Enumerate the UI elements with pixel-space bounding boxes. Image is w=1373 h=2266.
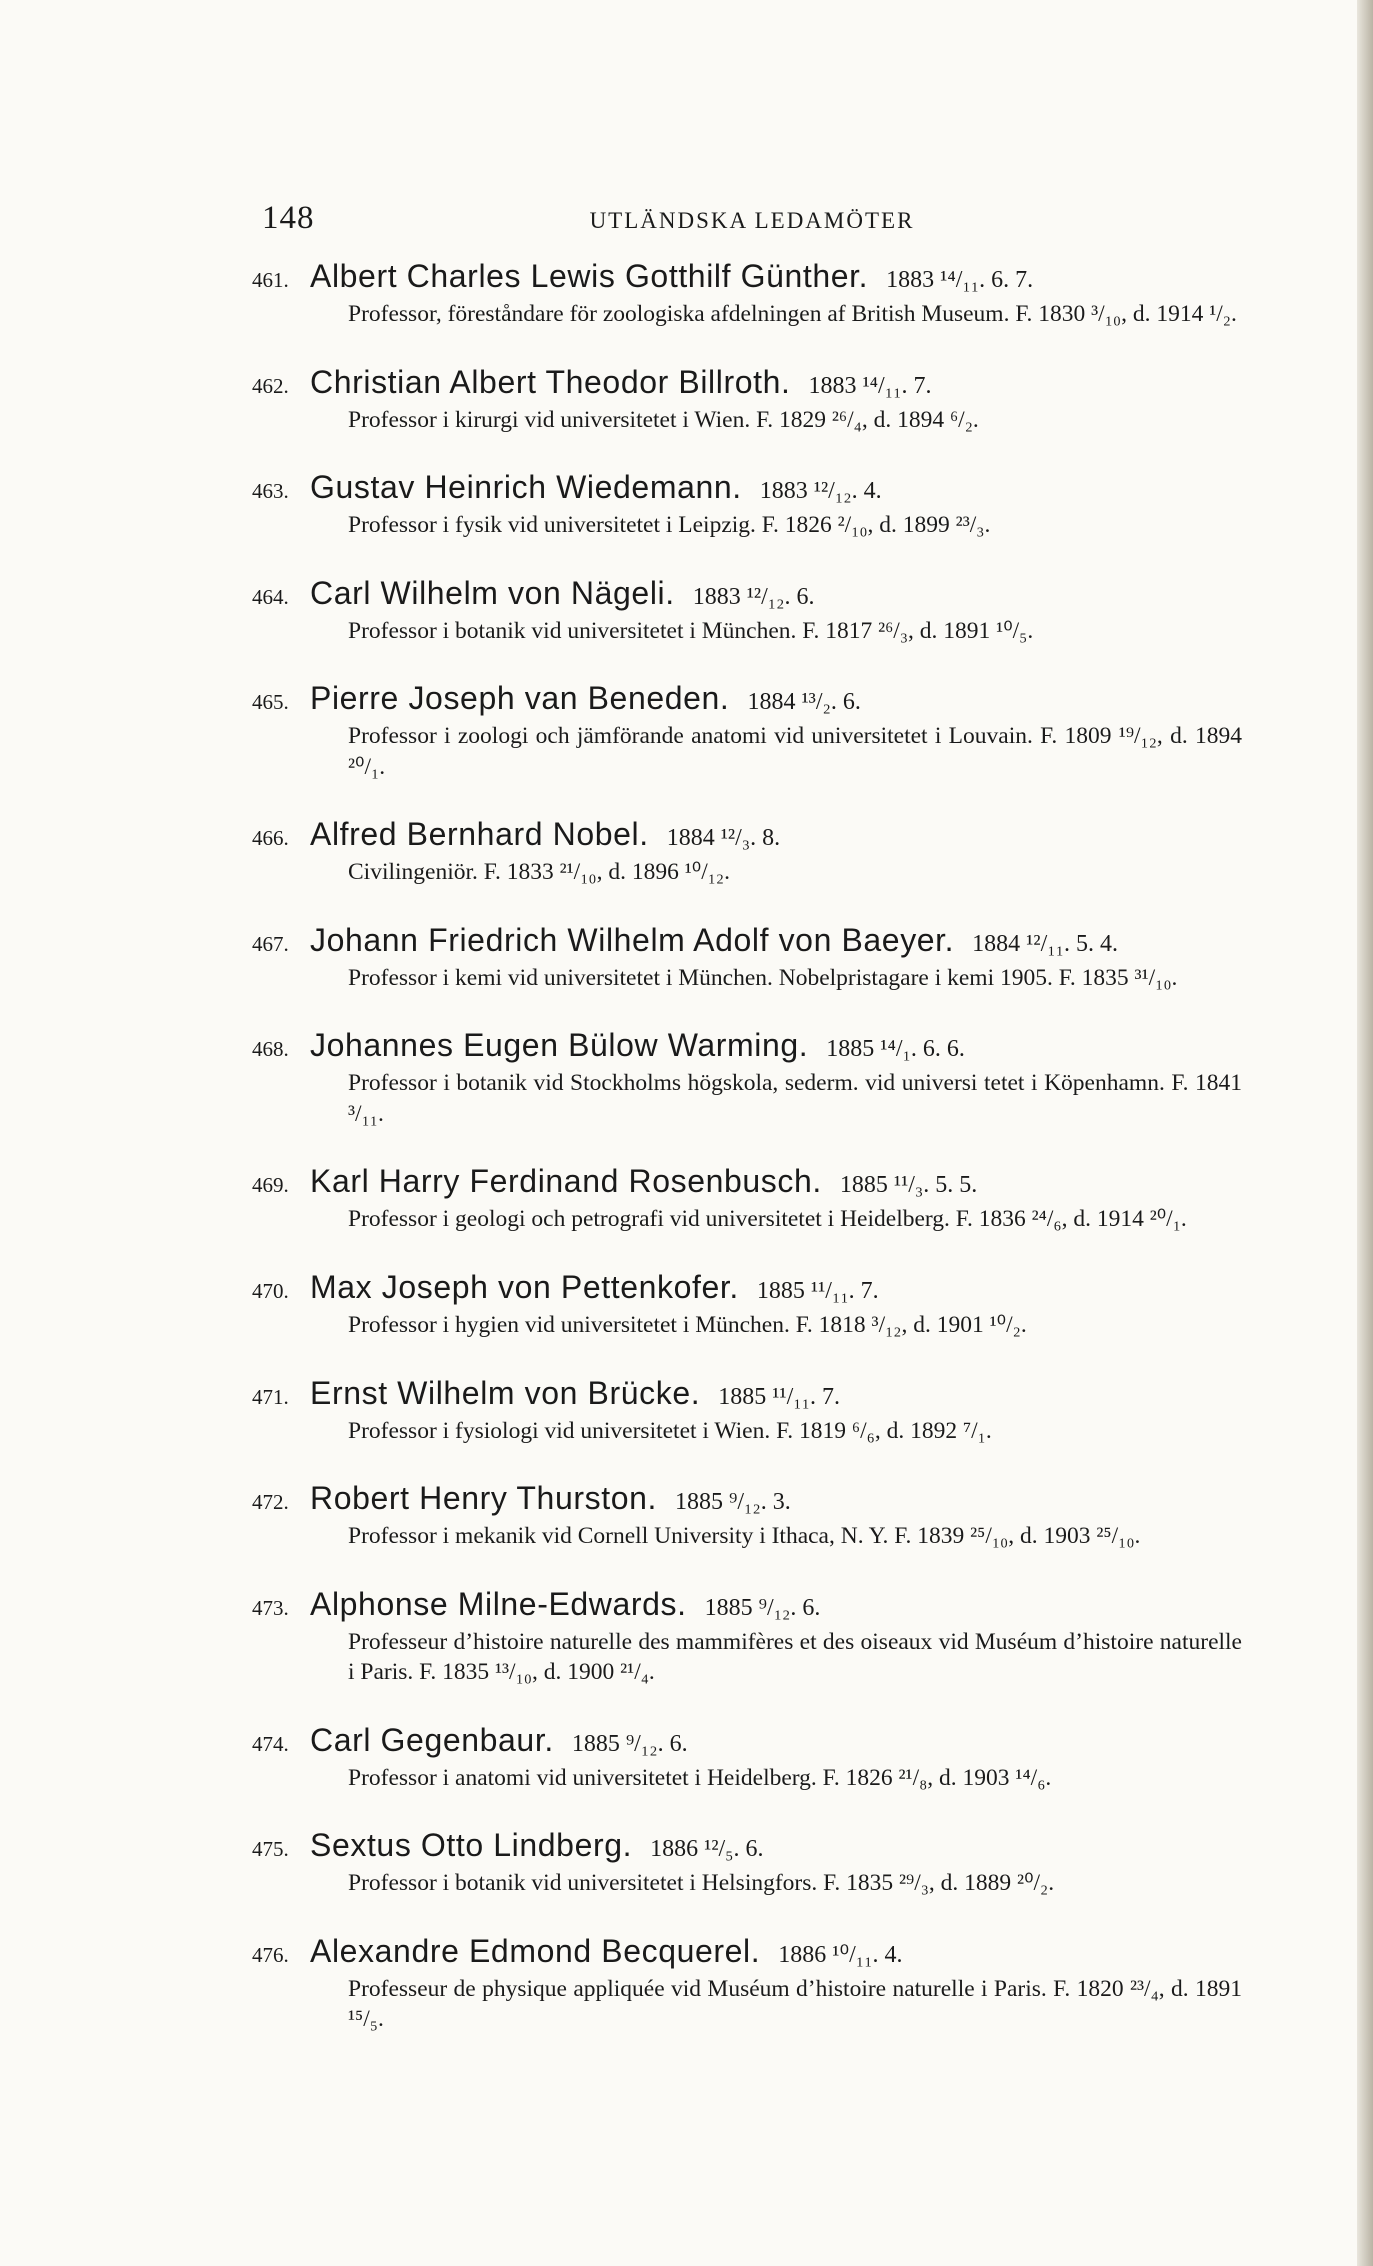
list-item xyxy=(252,1269,1242,1341)
entry-number: 463. xyxy=(252,479,289,504)
member-description: Professor i hygien vid universitetet i München. F. 1818 ³/₁₂, d. 1901 ¹⁰/₂. xyxy=(348,1312,1027,1339)
member-description: Professor i zoologi och jämförande anatomi vid universitetet i Louvain. F. 1809 ¹⁹/₁₂, d. 1894 ²⁰/₁. xyxy=(348,723,1242,780)
entry-number: 461. xyxy=(252,268,289,292)
election-info: 1883 ¹⁴/₁₁. 6. 7. xyxy=(886,267,1034,293)
member-name: Johann Friedrich Wilhelm Adolf von Baeyer. xyxy=(310,921,955,958)
list-item xyxy=(252,680,1242,782)
entry-number: 474. xyxy=(252,1731,289,1756)
list-item xyxy=(252,1027,1242,1129)
entry-number: 475. xyxy=(252,1837,289,1862)
entry-number: 466. xyxy=(252,826,289,851)
entry-number: 471. xyxy=(252,1384,289,1409)
member-description: Professor i botanik vid universitetet i Helsingfors. F. 1835 ²⁹/₃, d. 1889 ²⁰/₂. xyxy=(348,1870,1055,1897)
page-spine-shadow xyxy=(1357,0,1373,2266)
list-item xyxy=(252,1480,1242,1552)
member-description: Professor i anatomi vid universitetet i Heidelberg. F. 1826 ²¹/₈, d. 1903 ¹⁴/₆. xyxy=(348,1764,1052,1791)
member-name: Carl Gegenbaur. xyxy=(310,1721,554,1758)
member-name: Gustav Heinrich Wiedemann. xyxy=(310,469,742,506)
list-item xyxy=(252,574,1242,647)
member-description: Professor i botanik vid Stockholms högskola, sederm. vid universi tetet i Köpenhamn. F. 1841 ³/₁₁. xyxy=(348,1070,1242,1127)
list-item xyxy=(252,363,1242,436)
member-description: Professor, föreståndare för zoologiska afdelningen af British Museum. F. 1830 ³/₁₀, d. 1914 ¹/₂. xyxy=(348,301,1237,327)
entry-number: 462. xyxy=(252,373,289,398)
list-item xyxy=(252,1827,1242,1899)
list-item xyxy=(252,921,1242,994)
member-name: Ernst Wilhelm von Brücke. xyxy=(310,1374,701,1411)
member-description: Professor i kirurgi vid universitetet i Wien. F. 1829 ²⁶/₄, d. 1894 ⁶/₂. xyxy=(348,406,979,433)
election-info: 1883 ¹²/₁₂. 6. xyxy=(692,583,815,610)
member-description: Professor i kemi vid universitetet i München. Nobelpristagare i kemi 1905. F. 1835 ³¹/₁₀. xyxy=(348,964,1178,991)
list-item xyxy=(252,1374,1242,1447)
entry-number: 473. xyxy=(252,1595,289,1620)
member-description: Professeur d’histoire naturelle des mammifères et des oiseaux vid Muséum d’histoire naturelle i Paris. F. 1835 ¹³/₁₀, d. 1900 ²¹/₄. xyxy=(348,1628,1242,1686)
member-description: Professor i mekanik vid Cornell University i Ithaca, N. Y. F. 1839 ²⁵/₁₀, d. 1903 ²⁵/₁₀. xyxy=(348,1523,1141,1550)
member-name: Max Joseph von Pettenkofer. xyxy=(310,1269,739,1306)
member-description: Professor i geologi och petrografi vid universitetet i Heidelberg. F. 1836 ²⁴/₆, d. 1914 ²⁰/₁. xyxy=(348,1206,1187,1233)
election-info: 1884 ¹²/₃. 8. xyxy=(666,825,781,852)
list-item xyxy=(252,816,1242,888)
member-name: Albert Charles Lewis Gotthilf Günther. xyxy=(310,258,869,294)
member-name: Robert Henry Thurston. xyxy=(310,1480,657,1517)
entry-list xyxy=(252,258,1242,2069)
member-name: Johannes Eugen Bülow Warming. xyxy=(310,1027,809,1064)
election-info: 1886 ¹²/₅. 6. xyxy=(650,1836,764,1863)
election-info: 1883 ¹⁴/₁₁. 7. xyxy=(808,372,932,399)
member-description: Civilingeniör. F. 1833 ²¹/₁₀, d. 1896 ¹⁰/₁₂. xyxy=(348,859,730,886)
election-info: 1885 ¹⁴/₁. 6. 6. xyxy=(826,1036,965,1063)
member-description: Professor i fysik vid universitetet i Leipzig. F. 1826 ²/₁₀, d. 1899 ²³/₃. xyxy=(348,512,991,539)
election-info: 1885 ¹¹/₁₁. 7. xyxy=(718,1383,841,1410)
entry-number: 464. xyxy=(252,584,289,609)
election-info: 1884 ¹³/₂. 6. xyxy=(747,689,861,716)
election-info: 1886 ¹⁰/₁₁. 4. xyxy=(778,1941,903,1968)
running-head: UTLÄNDSKA LEDAMÖTER xyxy=(589,208,915,233)
member-description: Professor i botanik vid universitetet i München. F. 1817 ²⁶/₃, d. 1891 ¹⁰/₅. xyxy=(348,617,1034,644)
election-info: 1885 ¹¹/₁₁. 7. xyxy=(756,1278,879,1305)
entry-number: 470. xyxy=(252,1279,289,1304)
entry-number: 467. xyxy=(252,931,289,956)
page-header xyxy=(262,200,1242,240)
member-description: Professor i fysiologi vid universitetet i Wien. F. 1819 ⁶/₆, d. 1892 ⁷/₁. xyxy=(348,1417,992,1444)
election-info: 1885 ⁹/₁₂. 3. xyxy=(674,1489,791,1516)
list-item xyxy=(252,1585,1242,1688)
election-info: 1885 ⁹/₁₂. 6. xyxy=(571,1730,688,1757)
page-number: 148 xyxy=(262,200,315,236)
member-name: Karl Harry Ferdinand Rosenbusch. xyxy=(310,1163,822,1200)
election-info: 1885 ¹¹/₃. 5. 5. xyxy=(839,1172,978,1199)
member-name: Sextus Otto Lindberg. xyxy=(310,1827,633,1864)
election-info: 1885 ⁹/₁₂. 6. xyxy=(704,1594,821,1621)
entry-number: 469. xyxy=(252,1173,289,1198)
list-item xyxy=(252,258,1242,330)
member-description: Professeur de physique appliquée vid Muséum d’histoire naturelle i Paris. F. 1820 ²³/₄, d. 1891 ¹⁵/₅. xyxy=(348,1975,1242,2033)
member-name: Carl Wilhelm von Nägeli. xyxy=(310,574,675,611)
election-info: 1883 ¹²/₁₂. 4. xyxy=(759,478,882,505)
entry-number: 468. xyxy=(252,1037,289,1062)
member-name: Alfred Bernhard Nobel. xyxy=(310,816,649,853)
entry-number: 465. xyxy=(252,690,289,715)
member-name: Alphonse Milne-Edwards. xyxy=(310,1585,687,1622)
member-name: Pierre Joseph van Beneden. xyxy=(310,680,730,717)
entry-number: 476. xyxy=(252,1942,289,1967)
list-item xyxy=(252,469,1242,541)
list-item xyxy=(252,1163,1242,1235)
entry-number: 472. xyxy=(252,1490,289,1515)
election-info: 1884 ¹²/₁₁. 5. 4. xyxy=(972,930,1118,957)
list-item xyxy=(252,1721,1242,1794)
member-name: Christian Albert Theodor Billroth. xyxy=(310,363,791,400)
member-name: Alexandre Edmond Becquerel. xyxy=(310,1932,761,1969)
list-item xyxy=(252,1932,1242,2035)
